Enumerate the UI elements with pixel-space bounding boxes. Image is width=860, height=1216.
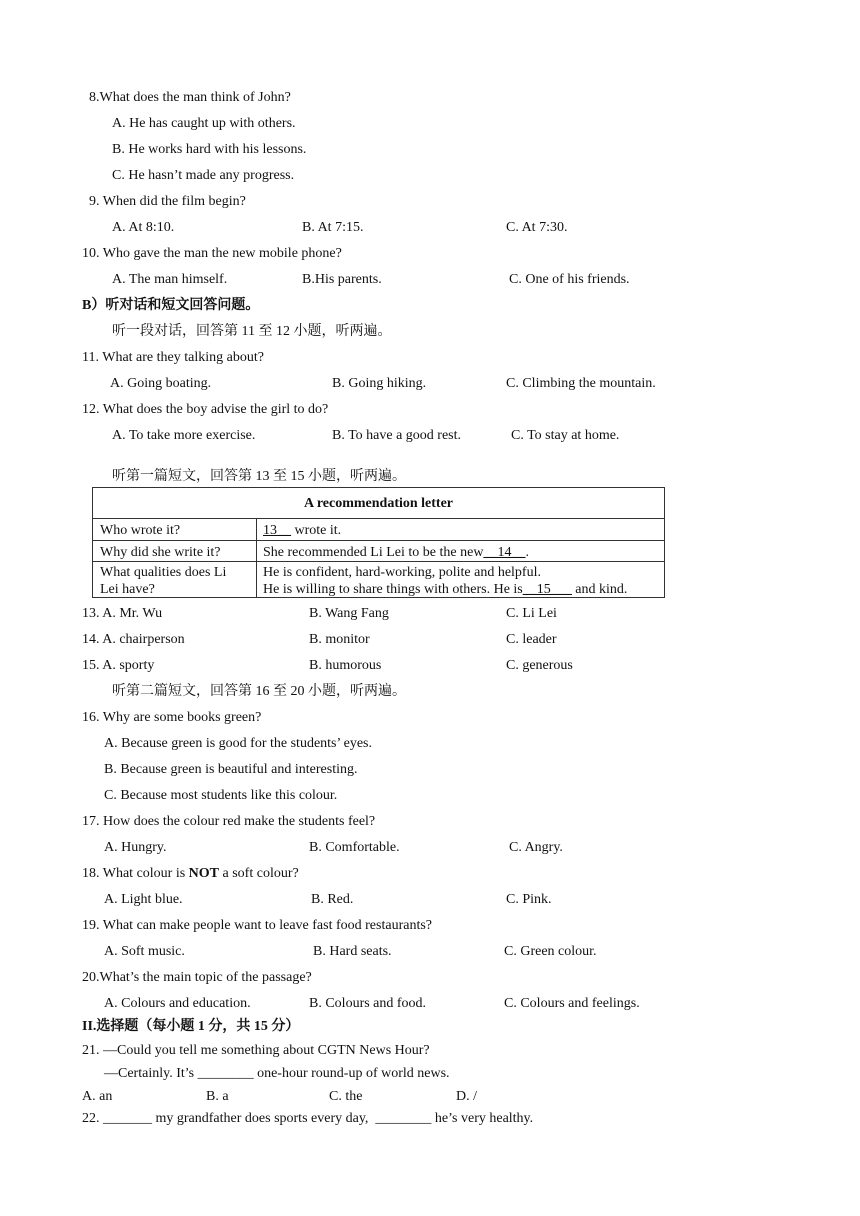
table-row-3-answer-line-2 xyxy=(263,581,627,598)
blank-15[interactable]: __15___ xyxy=(522,582,572,597)
table-title: A recommendation letter xyxy=(303,496,454,511)
q17-option-c: C. Angry. xyxy=(509,840,563,855)
question-21-line-1: 21. —Could you tell me something about CGTN News Hour? xyxy=(82,1043,430,1058)
q14-option-b: B. monitor xyxy=(309,632,370,647)
question-22-stem xyxy=(82,1110,533,1128)
table-row-1-question: Who wrote it? xyxy=(100,523,181,538)
table-row-2-question: Why did she write it? xyxy=(100,545,221,560)
q14-option-a: 14. A. chairperson xyxy=(82,632,185,647)
q8-option-b: B. He works hard with his lessons. xyxy=(112,142,307,157)
q19-option-a: A. Soft music. xyxy=(104,944,185,959)
table-row-3-question-line-1: What qualities does Li xyxy=(100,565,227,580)
q15-option-b: B. humorous xyxy=(309,658,382,673)
q13-option-c: C. Li Lei xyxy=(506,606,557,621)
q11-option-b: B. Going hiking. xyxy=(332,376,427,391)
table-row-2-post: . xyxy=(525,545,529,560)
recommendation-letter-table xyxy=(92,487,665,598)
q12-option-c: C. To stay at home. xyxy=(511,428,620,443)
section-b-instruction-3: 听第二篇短文，回答第 16 至 20 小题，听两遍。 xyxy=(112,684,406,699)
table-row-1-rest: wrote it. xyxy=(291,523,342,538)
q20-option-a: A. Colours and education. xyxy=(104,996,251,1011)
table-row-2-pre: She recommended Li Lei to be the new xyxy=(263,545,484,560)
table-row-3-post: and kind. xyxy=(571,582,628,597)
q21-option-a: A. an xyxy=(82,1089,113,1104)
question-18-stem xyxy=(82,865,299,883)
question-19-stem: 19. What can make people want to leave fast food restaurants? xyxy=(82,918,432,933)
q11-option-a: A. Going boating. xyxy=(110,376,212,391)
q18-option-c: C. Pink. xyxy=(506,892,552,907)
table-row-3 xyxy=(93,561,664,599)
q10-option-a: A. The man himself. xyxy=(112,272,228,287)
q9-option-a: A. At 8:10. xyxy=(112,220,175,235)
q21-option-b: B. a xyxy=(206,1089,229,1104)
q18-option-a: A. Light blue. xyxy=(104,892,183,907)
q13-option-b: B. Wang Fang xyxy=(309,606,389,621)
section-b-title: B）听对话和短文回答问题。 xyxy=(82,298,260,313)
question-8-stem: 8.What does the man think of John? xyxy=(89,90,291,105)
q18-stem-pre: 18. What colour is xyxy=(82,866,189,881)
question-12-stem: 12. What does the boy advise the girl to do? xyxy=(82,402,329,417)
q22-post: he’s very healthy. xyxy=(431,1111,534,1126)
q15-option-c: C. generous xyxy=(506,658,573,673)
q20-option-b: B. Colours and food. xyxy=(309,996,427,1011)
q9-option-c: C. At 7:30. xyxy=(506,220,568,235)
q18-stem-post: a soft colour? xyxy=(219,866,299,881)
table-row-3-answer-line-1: He is confident, hard-working, polite and helpful. xyxy=(263,565,541,580)
q11-option-c: C. Climbing the mountain. xyxy=(506,376,656,391)
section-ii-title: II.选择题（每小题 1 分，共 15 分） xyxy=(82,1019,300,1034)
question-16-stem: 16. Why are some books green? xyxy=(82,710,262,725)
q19-option-b: B. Hard seats. xyxy=(313,944,392,959)
q22-blank[interactable]: ________ xyxy=(375,1111,432,1126)
table-row-2 xyxy=(93,540,664,563)
q8-option-c: C. He hasn’t made any progress. xyxy=(112,168,295,183)
q22-pre: 22. _______ my grandfather does sports every day, xyxy=(82,1111,369,1126)
q8-option-a: A. He has caught up with others. xyxy=(112,116,296,131)
q19-option-c: C. Green colour. xyxy=(504,944,597,959)
table-row-3-pre: He is willing to share things with others. He is xyxy=(263,582,523,597)
q14-option-c: C. leader xyxy=(506,632,557,647)
q17-option-a: A. Hungry. xyxy=(104,840,167,855)
blank-13[interactable]: 13__ xyxy=(263,523,291,538)
q20-option-c: C. Colours and feelings. xyxy=(504,996,640,1011)
table-row-3-question-line-2: Lei have? xyxy=(100,582,155,597)
question-21-line-2: —Certainly. It’s ________ one-hour round-up of world news. xyxy=(104,1066,450,1081)
q21-option-c: C. the xyxy=(329,1089,363,1104)
q16-option-a: A. Because green is good for the students’ eyes. xyxy=(104,736,372,751)
table-row-1-answer xyxy=(263,522,341,539)
q18-option-b: B. Red. xyxy=(311,892,354,907)
table-row-2-answer xyxy=(263,544,529,561)
q17-option-b: B. Comfortable. xyxy=(309,840,400,855)
question-9-stem: 9. When did the film begin? xyxy=(89,194,246,209)
table-row-1 xyxy=(93,518,664,541)
q12-option-a: A. To take more exercise. xyxy=(112,428,256,443)
q9-option-b: B. At 7:15. xyxy=(302,220,364,235)
question-17-stem: 17. How does the colour red make the students feel? xyxy=(82,814,376,829)
section-b-instruction-2: 听第一篇短文，回答第 13 至 15 小题，听两遍。 xyxy=(112,469,406,484)
q18-stem-emphasis: NOT xyxy=(188,866,220,881)
question-10-stem: 10. Who gave the man the new mobile phone? xyxy=(82,246,342,261)
q16-option-b: B. Because green is beautiful and interesting. xyxy=(104,762,358,777)
q16-option-c: C. Because most students like this colour. xyxy=(104,788,338,803)
question-20-stem: 20.What’s the main topic of the passage? xyxy=(82,970,312,985)
q13-option-a: 13. A. Mr. Wu xyxy=(82,606,163,621)
q15-option-a: 15. A. sporty xyxy=(82,658,155,673)
section-b-instruction-1: 听一段对话，回答第 11 至 12 小题，听两遍。 xyxy=(112,324,392,339)
question-11-stem: 11. What are they talking about? xyxy=(82,350,264,365)
blank-14[interactable]: __14__ xyxy=(483,545,526,560)
q10-option-b: B.His parents. xyxy=(302,272,382,287)
q21-option-d: D. / xyxy=(456,1089,477,1104)
q12-option-b: B. To have a good rest. xyxy=(332,428,462,443)
q10-option-c: C. One of his friends. xyxy=(509,272,630,287)
